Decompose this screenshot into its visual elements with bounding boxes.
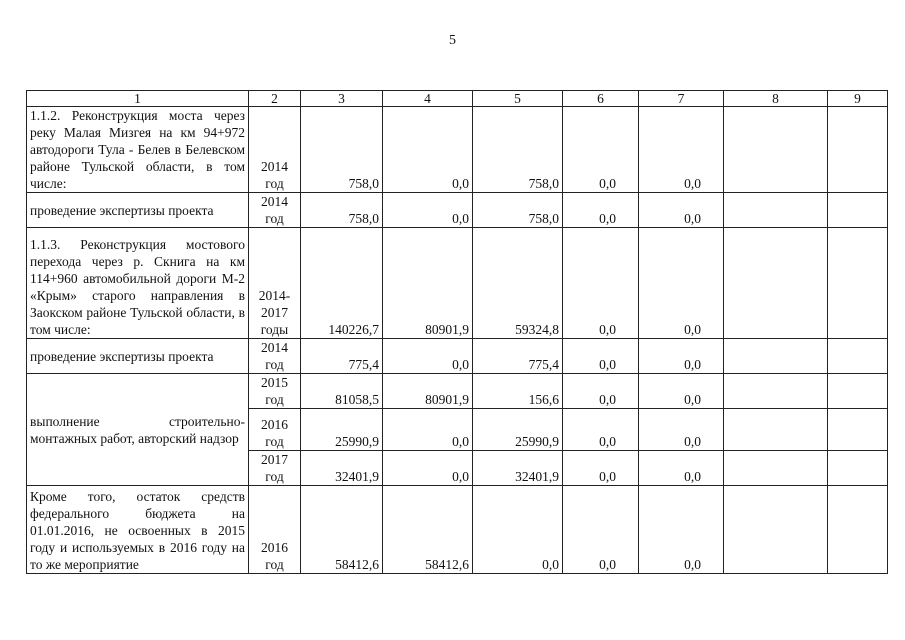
cell-value: 758,0 [301,107,383,193]
cell-value: 775,4 [473,339,563,374]
column-header: 1 [27,91,249,107]
cell-value: 0,0 [563,107,639,193]
row-year: 2014-2017 годы [249,228,301,339]
cell-value: 758,0 [473,193,563,228]
row-description: 1.1.3. Реконструкция мостового перехода через р. Скнига на км 114+960 автомобильной дороги М-2 «Крым» старого направления в Заокском районе Тульской области, в том числе: [27,228,249,339]
row-description: выполнение строительно-монтажных работ, авторский надзор [27,374,249,486]
cell-value [724,228,828,339]
cell-value: 0,0 [639,486,724,574]
cell-value: 0,0 [563,486,639,574]
cell-value: 0,0 [639,339,724,374]
cell-value: 0,0 [563,451,639,486]
column-header: 9 [828,91,888,107]
cell-value: 0,0 [383,339,473,374]
cell-value: 0,0 [563,193,639,228]
column-header: 3 [301,91,383,107]
cell-value: 758,0 [473,107,563,193]
cell-value: 25990,9 [473,409,563,451]
cell-value: 0,0 [473,486,563,574]
cell-value [828,374,888,409]
column-header: 2 [249,91,301,107]
cell-value [724,193,828,228]
cell-value: 25990,9 [301,409,383,451]
cell-value: 775,4 [301,339,383,374]
cell-value: 156,6 [473,374,563,409]
row-year: 2017 год [249,451,301,486]
row-description: Кроме того, остаток средств федерального бюджета на 01.01.2016, не освоенных в 2015 году и используемых в 2016 году на то же мероприятие [27,486,249,574]
column-header: 4 [383,91,473,107]
column-header: 8 [724,91,828,107]
table-row [27,374,888,409]
cell-value [724,451,828,486]
cell-value: 0,0 [383,193,473,228]
cell-value [828,193,888,228]
cell-value: 0,0 [563,374,639,409]
row-year: 2014 год [249,107,301,193]
cell-value: 59324,8 [473,228,563,339]
page-number: 5 [449,33,456,48]
cell-value [828,409,888,451]
cell-value: 0,0 [639,374,724,409]
table-row [27,486,888,574]
cell-value: 0,0 [383,409,473,451]
cell-value: 0,0 [639,409,724,451]
cell-value: 0,0 [383,451,473,486]
cell-value [724,374,828,409]
cell-value: 81058,5 [301,374,383,409]
row-year: 2014 год [249,193,301,228]
cell-value [724,409,828,451]
cell-value: 140226,7 [301,228,383,339]
row-year: 2015 год [249,374,301,409]
cell-value: 80901,9 [383,374,473,409]
cell-value: 80901,9 [383,228,473,339]
row-year: 2016 год [249,409,301,451]
column-header: 6 [563,91,639,107]
cell-value: 0,0 [563,409,639,451]
cell-value [724,339,828,374]
cell-value [828,339,888,374]
column-header-row [27,91,888,107]
cell-value [724,107,828,193]
row-description: проведение экспертизы проекта [27,193,249,228]
row-description: проведение экспертизы проекта [27,339,249,374]
table-row [27,339,888,374]
cell-value [828,107,888,193]
cell-value: 58412,6 [383,486,473,574]
column-header: 5 [473,91,563,107]
table-row [27,193,888,228]
cell-value [828,228,888,339]
cell-value: 0,0 [639,228,724,339]
budget-table [26,90,888,574]
row-description: 1.1.2. Реконструкция моста через реку Малая Мизгея на км 94+972 автодороги Тула - Белев в Белевском районе Тульской области, в том числе: [27,107,249,193]
cell-value: 0,0 [639,193,724,228]
cell-value: 0,0 [563,339,639,374]
cell-value [724,486,828,574]
table-row [27,228,888,339]
cell-value: 0,0 [639,451,724,486]
row-year: 2014 год [249,339,301,374]
cell-value: 32401,9 [301,451,383,486]
cell-value: 758,0 [301,193,383,228]
table-row [27,107,888,193]
cell-value: 32401,9 [473,451,563,486]
cell-value: 58412,6 [301,486,383,574]
column-header: 7 [639,91,724,107]
cell-value [828,486,888,574]
cell-value: 0,0 [563,228,639,339]
cell-value [828,451,888,486]
cell-value: 0,0 [383,107,473,193]
row-year: 2016 год [249,486,301,574]
cell-value: 0,0 [639,107,724,193]
